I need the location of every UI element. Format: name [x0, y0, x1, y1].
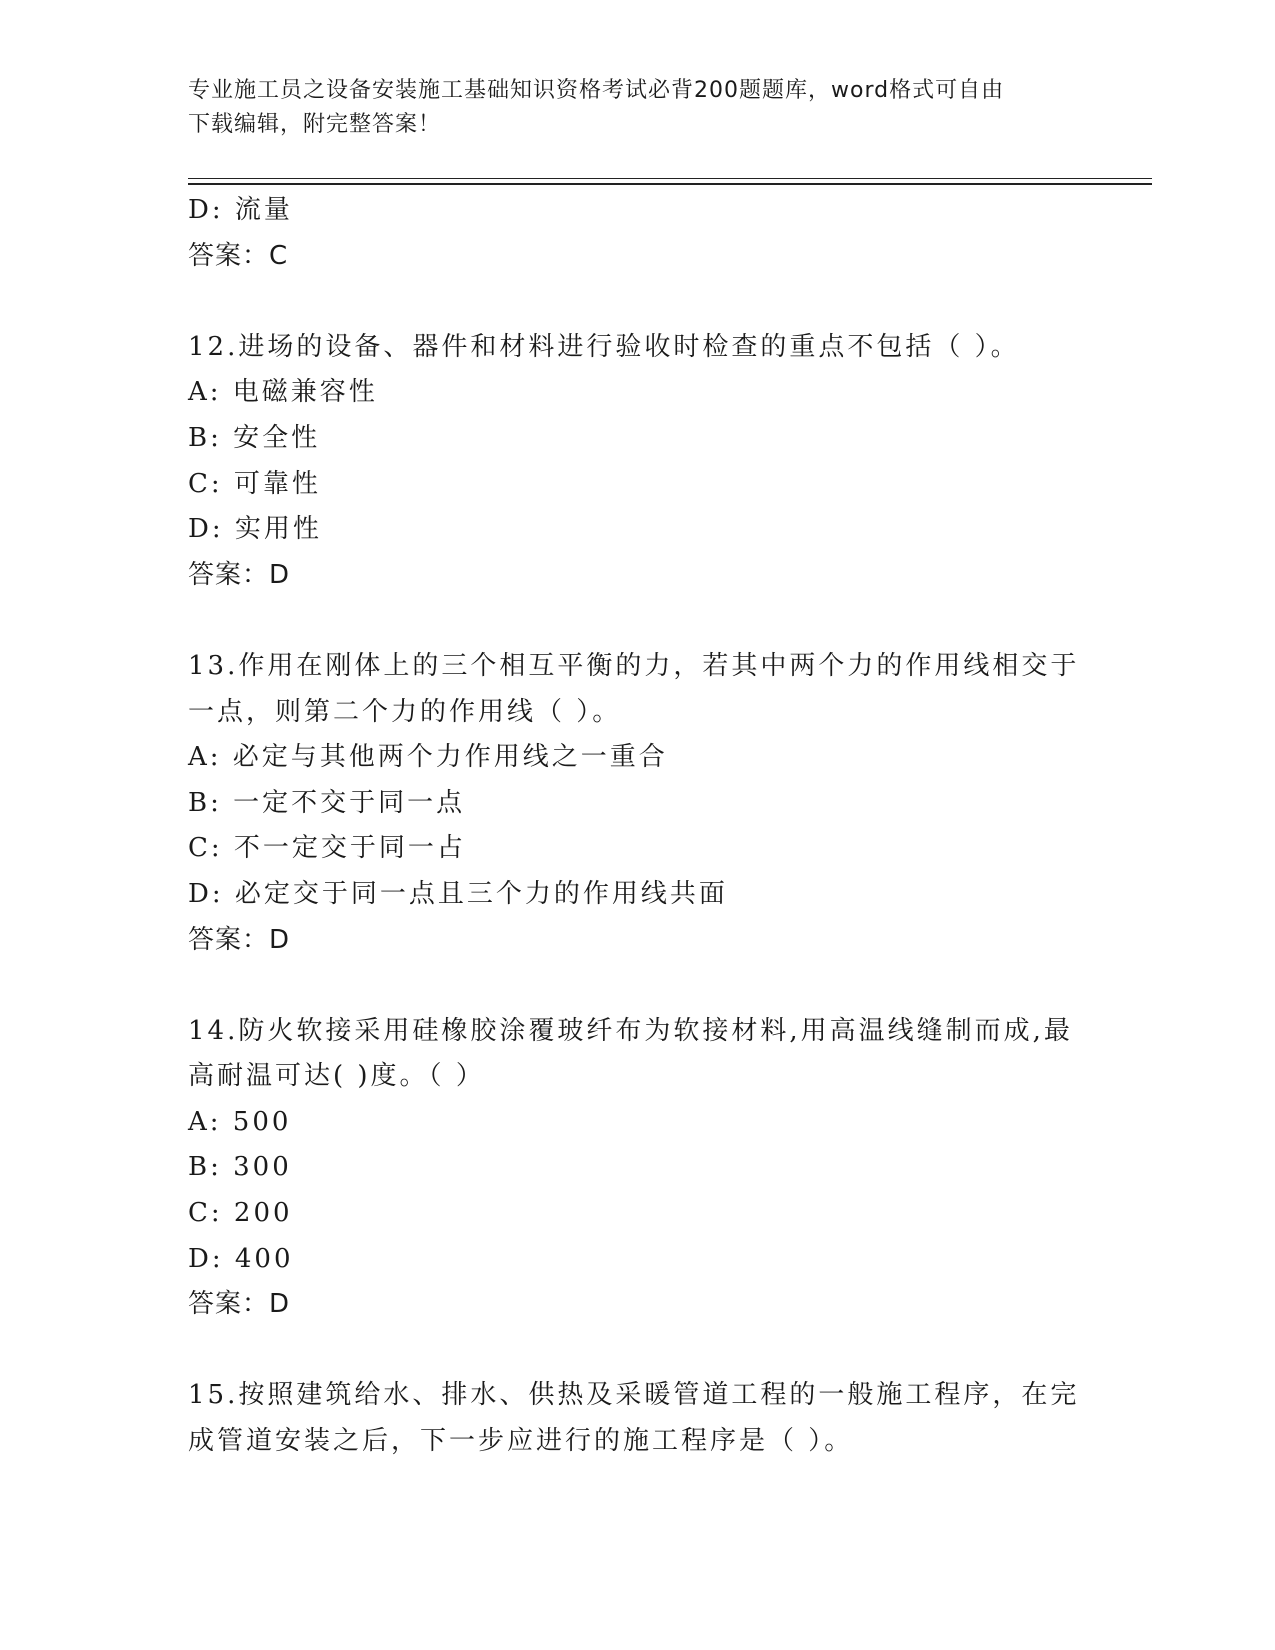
document-header — [188, 74, 1068, 142]
header-divider-thin — [188, 178, 1152, 179]
question-gap — [188, 279, 1088, 325]
q14-stem-line-1: 14.防火软接采用硅橡胶涂覆玻纤布为软接材料,用高温线缝制而成,最 — [188, 1015, 1073, 1046]
q12-option-c: C: 可靠性 — [188, 468, 321, 499]
q13-option-d: D: 必定交于同一点且三个力的作用线共面 — [188, 878, 728, 909]
header-divider-thick — [188, 183, 1152, 185]
question-gap — [188, 1328, 1088, 1374]
q12-option-a: A: 电磁兼容性 — [188, 377, 378, 408]
question-list — [188, 188, 1088, 1465]
q14-option-a: A: 500 — [188, 1106, 292, 1137]
q14-option-d: D: 400 — [188, 1243, 294, 1274]
header-line-1: 专业施工员之设备安装施工基础知识资格考试必背200题题库，word格式可自由 — [188, 78, 1005, 103]
q13-option-c: C: 不一定交于同一占 — [188, 833, 466, 864]
question-gap — [188, 598, 1088, 644]
q13-option-a: A: 必定与其他两个力作用线之一重合 — [188, 742, 668, 773]
q15-stem-line-1: 15.按照建筑给水、排水、供热及采暖管道工程的一般施工程序，在完 — [188, 1380, 1080, 1411]
q12-option-d: D: 实用性 — [188, 514, 322, 545]
q12-option-b: B: 安全性 — [188, 422, 321, 453]
q15-stem-line-2: 成管道安装之后，下一步应进行的施工程序是（ ）。 — [188, 1426, 854, 1457]
q13-option-b: B: 一定不交于同一点 — [188, 787, 466, 818]
q12-stem: 12.进场的设备、器件和材料进行验收时检查的重点不包括（ ）。 — [188, 331, 1020, 362]
question-gap — [188, 963, 1088, 1009]
q14-answer: 答案：D — [188, 1289, 291, 1320]
prev-option-d: D: 流量 — [188, 195, 293, 225]
q13-answer: 答案：D — [188, 924, 291, 955]
q14-option-c: C: 200 — [188, 1198, 293, 1229]
q14-stem-line-2: 高耐温可达( )度。（ ） — [188, 1061, 485, 1092]
q13-stem-line-1: 13.作用在刚体上的三个相互平衡的力，若其中两个力的作用线相交于 — [188, 650, 1080, 681]
q12-answer: 答案：D — [188, 559, 291, 590]
q14-option-b: B: 300 — [188, 1152, 292, 1183]
prev-answer: 答案：C — [188, 240, 289, 271]
header-line-2: 下载编辑，附完整答案！ — [188, 112, 442, 137]
q13-stem-line-2: 一点，则第二个力的作用线（ ）。 — [188, 696, 622, 727]
